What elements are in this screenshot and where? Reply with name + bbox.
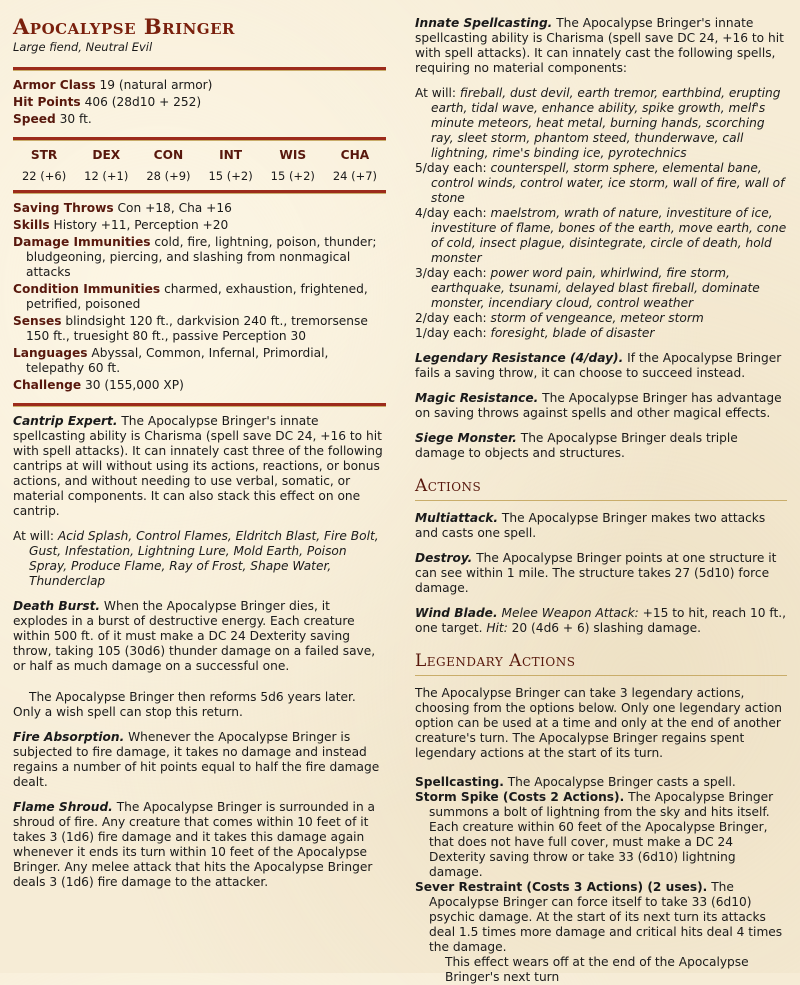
ability-name: CHA (340, 148, 370, 162)
ability-scores (13, 148, 386, 184)
challenge-label: Challenge (13, 378, 82, 392)
legendary-text: This effect wears off at the end of the Apocalypse Bringer's next turn (445, 955, 749, 984)
trait-innate-spellcasting (415, 16, 787, 76)
trait-name: Flame Shroud. (13, 800, 113, 814)
trait-cantrip-expert (13, 414, 386, 519)
ability-name: STR (30, 148, 58, 162)
spell-frequency: 3/day each: (415, 266, 487, 280)
divider (13, 190, 386, 193)
monster-name: Apocalypse Bringer (13, 14, 236, 39)
senses (13, 314, 386, 344)
action-text: The Apocalypse Bringer points at one structure it can see within 1 mile. The structure takes 27 (5d10) force damage. (415, 551, 777, 595)
spell-names: Acid Splash, Control Flames, Eldritch Blast, Fire Bolt, Gust, Infestation, Lightning Lure, Mold Earth, Poison Spray, Produce Flame, Ray of Frost, Shape Water, Thunderclap (29, 529, 379, 588)
spell-row (415, 161, 787, 206)
trait-name: Siege Monster. (415, 431, 517, 445)
action-name: Destroy. (415, 551, 473, 565)
legendary-sever-restraint-cont (415, 955, 787, 985)
action-multiattack (415, 511, 787, 541)
trait-fire-absorption (13, 730, 386, 790)
ability-value: 24 (+7) (332, 169, 378, 183)
spell-frequency: 5/day each: (415, 161, 487, 175)
trait-text: When the Apocalypse Bringer dies, it explodes in a burst of destructive energy. Each creature within 500 ft. of it must make a DC 24 Dexterity saving throw, taking 105 (30d6) thunder damage on a failed save, or half as much damage on a successful one. (13, 599, 376, 673)
action-wind-blade (415, 606, 787, 636)
ability-cha (324, 148, 386, 184)
legendary-list (415, 775, 787, 985)
speed-label: Speed (13, 112, 56, 126)
trait-flame-shroud (13, 800, 386, 890)
action-name: Multiattack. (415, 511, 499, 525)
right-column (415, 16, 787, 985)
languages-label: Languages (13, 346, 88, 360)
spell-names: maelstrom, wrath of nature, investiture of ice, investiture of flame, bones of the earth, move earth, cone of cold, insect plague, disintegrate, circle of death, hold monster (431, 206, 787, 265)
saving-throws-label: Saving Throws (13, 201, 114, 215)
spell-frequency: 1/day each: (415, 326, 487, 340)
spell-names: fireball, dust devil, earth tremor, earthbind, erupting earth, tidal wave, enhance ability, spike growth, melf's minute meteors, heat metal, burning hands, scorching ray, sleet storm, phantom steed, thunderwave, call lightning, rime's binding ice, pyrotechnics (431, 86, 781, 160)
armor-class-label: Armor Class (13, 78, 96, 92)
trait-magic-resistance (415, 391, 787, 421)
action-text: The Apocalypse Bringer makes two attacks and casts one spell. (415, 511, 766, 540)
hit-points-value: 406 (28d10 + 252) (84, 95, 202, 109)
trait-text: The Apocalypse Bringer's innate spellcasting ability is Charisma (spell save DC 24, +16 to hit with spell attacks). It can innately cast three of the following cantrips at will without using its actions, reactions, or bonus actions, and without needing to use verbal, somatic, or material components. It can also stack this effect on one cantrip. (13, 414, 383, 518)
spell-row (415, 311, 787, 326)
challenge-value: 30 (155,000 XP) (85, 378, 184, 392)
ability-int (200, 148, 262, 184)
armor-class (13, 78, 386, 93)
trait-name: Cantrip Expert. (13, 414, 118, 428)
spell-row (415, 266, 787, 311)
attack-type: Melee Weapon Attack: (501, 606, 639, 620)
hit-points (13, 95, 386, 110)
skills-label: Skills (13, 218, 50, 232)
spell-names: counterspell, storm sphere, elemental bane, control winds, control water, ice storm, wall of fire, wall of stone (431, 161, 785, 205)
ability-value: 15 (+2) (270, 169, 315, 183)
divider (13, 137, 386, 140)
spell-row (415, 86, 787, 161)
ability-dex (75, 148, 137, 184)
speed-value: 30 ft. (59, 112, 92, 126)
trait-name: Innate Spellcasting. (415, 16, 553, 30)
challenge (13, 378, 386, 393)
spell-frequency: At will: (13, 529, 55, 543)
trait-name: Fire Absorption. (13, 730, 125, 744)
hit-points-label: Hit Points (13, 95, 81, 109)
saving-throws-value: Con +18, Cha +16 (117, 201, 232, 215)
trait-siege-monster (415, 431, 787, 461)
languages (13, 346, 386, 376)
trait-legendary-resistance (415, 351, 787, 381)
ability-value: 12 (+1) (84, 169, 129, 183)
armor-class-value: 19 (natural armor) (99, 78, 213, 92)
cantrip-row (13, 529, 386, 589)
condition-immunities-value: charmed, exhaustion, frightened, petrified, poisoned (26, 282, 368, 311)
divider (415, 500, 787, 501)
spell-row (415, 206, 787, 266)
spell-row (415, 326, 787, 341)
ability-str (13, 148, 75, 184)
legendary-name: Sever Restraint (Costs 3 Actions) (2 uses). (415, 880, 708, 894)
saving-throws (13, 201, 386, 216)
spell-names: storm of vengeance, meteor storm (490, 311, 704, 325)
damage-immunities (13, 235, 386, 280)
legendary-text: The Apocalypse Bringer can force itself to take 33 (6d10) psychic damage. At the start of its next turn its attacks deal 1.5 times more damage and critical hits deal 4 times the damage. (429, 880, 783, 954)
ability-name: INT (219, 148, 243, 162)
damage-immunities-value: cold, fire, lightning, poison, thunder; bludgeoning, piercing, and slashing from nonmagical attacks (26, 235, 377, 279)
trait-text: The Apocalypse Bringer has advantage on saving throws against spells and other magical effects. (415, 391, 782, 420)
trait-name: Magic Resistance. (415, 391, 539, 405)
spell-frequency: 4/day each: (415, 206, 487, 220)
skills (13, 218, 386, 233)
trait-death-burst (13, 599, 386, 674)
trait-text: The Apocalypse Bringer deals triple damage to objects and structures. (415, 431, 738, 460)
ability-con (137, 148, 199, 184)
actions-heading: Actions (415, 476, 482, 496)
trait-text: Whenever the Apocalypse Bringer is subjected to fire damage, it takes no damage and instead regains a number of hit points equal to half the fire damage dealt. (13, 730, 380, 789)
ability-wis (262, 148, 324, 184)
spell-frequency: 2/day each: (415, 311, 487, 325)
legendary-intro: The Apocalypse Bringer can take 3 legendary actions, choosing from the options below. Only one legendary action option can be used at a time and only at the end of another creature's turn. The Apocalypse Bringer regains spent legendary actions at the start of its turn. (415, 686, 782, 760)
trait-name: Death Burst. (13, 599, 101, 613)
ability-name: CON (153, 148, 184, 162)
condition-immunities (13, 282, 386, 312)
divider (13, 67, 386, 70)
condition-immunities-label: Condition Immunities (13, 282, 161, 296)
languages-value: Abyssal, Common, Infernal, Primordial, telepathy 60 ft. (26, 346, 329, 375)
trait-name: Legendary Resistance (4/day). (415, 351, 624, 365)
trait-text: If the Apocalypse Bringer fails a saving throw, it can choose to succeed instead. (415, 351, 782, 380)
ability-value: 28 (+9) (146, 169, 191, 183)
cantrip-list (13, 529, 386, 589)
innate-spell-list (415, 86, 787, 341)
ability-value: 15 (+2) (208, 169, 253, 183)
legendary-storm-spike (415, 790, 787, 880)
legendary-sever-restraint (415, 880, 787, 955)
monster-type: Large fiend, Neutral Evil (13, 40, 153, 54)
spell-names: power word pain, whirlwind, fire storm, earthquake, tsunami, delayed blast fireball, dominate monster, incendiary cloud, control weather (431, 266, 760, 310)
ability-value: 22 (+6) (21, 169, 67, 183)
trait-text: The Apocalypse Bringer is surrounded in a shroud of fire. Any creature that comes within 10 feet of it takes 3 (1d6) fire damage and it takes this damage again whenever it ends its turn within 10 feet of the Apocalypse Bringer. Any melee attack that hits the Apocalypse Bringer deals 3 (1d6) fire damage to the attacker. (13, 800, 376, 889)
spell-names: foresight, blade of disaster (490, 326, 655, 340)
trait-text: The Apocalypse Bringer's innate spellcasting ability is Charisma (spell save DC 24, +16 to hit with spell attacks). It can innately cast the following spells, requiring no material components: (415, 16, 784, 75)
divider (415, 675, 787, 676)
legendary-text: The Apocalypse Bringer casts a spell. (507, 775, 736, 789)
damage-immunities-label: Damage Immunities (13, 235, 151, 249)
spell-frequency: At will: (415, 86, 457, 100)
action-text: 20 (4d6 + 6) slashing damage. (511, 621, 702, 635)
legendary-name: Spellcasting. (415, 775, 504, 789)
ability-name: DEX (92, 148, 121, 162)
action-destroy (415, 551, 787, 596)
trait-death-burst-cont: The Apocalypse Bringer then reforms 5d6 years later. Only a wish spell can stop this return. (13, 690, 356, 719)
legendary-actions-heading: Legendary Actions (415, 651, 576, 671)
legendary-name: Storm Spike (Costs 2 Actions). (415, 790, 625, 804)
legendary-spellcasting (415, 775, 787, 790)
speed (13, 112, 386, 127)
left-column (13, 14, 386, 900)
action-name: Wind Blade. (415, 606, 498, 620)
senses-label: Senses (13, 314, 62, 328)
action-text: +15 to hit, reach 10 ft., one target. (415, 606, 786, 635)
divider (13, 403, 386, 406)
skills-value: History +11, Perception +20 (53, 218, 229, 232)
hit-label: Hit: (486, 621, 508, 635)
ability-name: WIS (279, 148, 307, 162)
senses-value: blindsight 120 ft., darkvision 240 ft., tremorsense 150 ft., truesight 80 ft., passive Perception 30 (26, 314, 368, 343)
legendary-text: The Apocalypse Bringer summons a bolt of lightning from the sky and hits itself. Each creature within 60 feet of the Apocalypse Bringer, that does not have full cover, must make a DC 24 Dexterity saving throw or take 33 (6d10) lightning damage. (429, 790, 774, 879)
